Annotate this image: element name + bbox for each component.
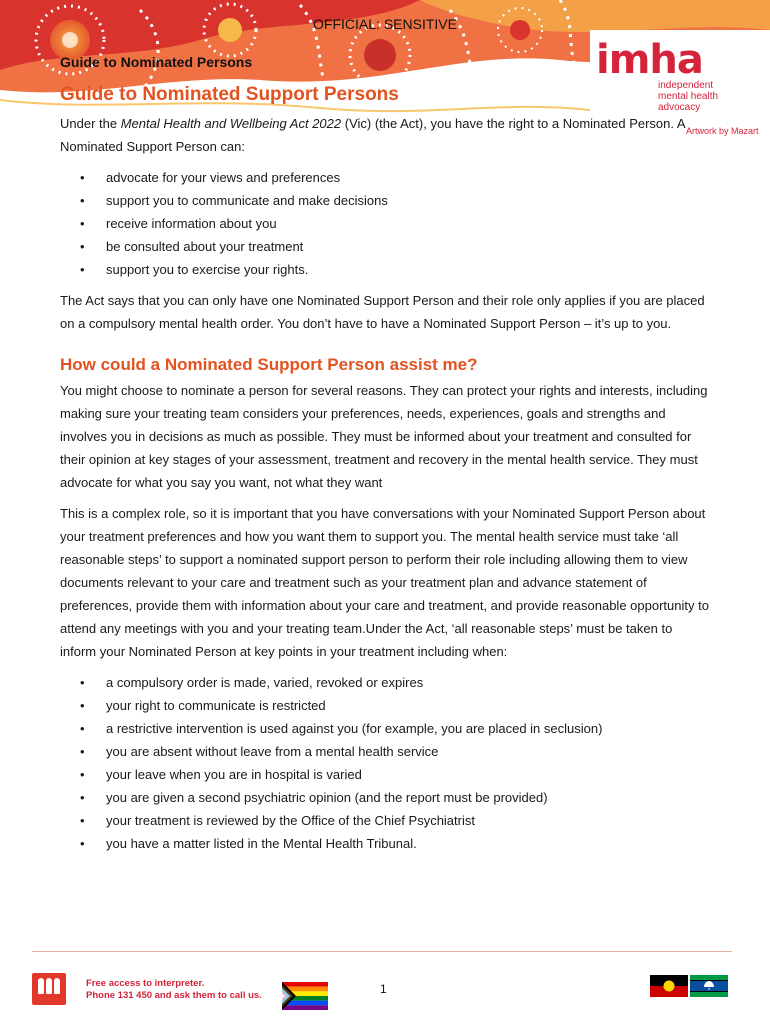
act-says-paragraph: The Act says that you can only have one Nominated Support Person and their role only applies if you are placed on a compulsory mental health order. You don’t have to have a Nominated Support Person – it’s up to you. xyxy=(60,293,705,331)
interpreter-icon xyxy=(32,973,66,1005)
list-item: • be consulted about your treatment xyxy=(106,235,712,258)
list-item: • a compulsory order is made, varied, revoked or expires xyxy=(106,671,712,694)
document-label: Guide to Nominated Persons xyxy=(60,54,253,70)
intro-paragraph: Under the Mental Health and Wellbeing Act 2022 (Vic) (the Act), you have the right to a Nominated Person. A Nominated Support Person can: xyxy=(60,116,685,154)
list-item: • your treatment is reviewed by the Office of the Chief Psychiatrist xyxy=(106,809,712,832)
security-classification: OFFICIAL: SENSITIVE xyxy=(313,16,457,32)
aboriginal-flag-icon xyxy=(650,975,688,997)
reasons-paragraph: You might choose to nominate a person for several reasons. They can protect your rights and interests, including making sure your treating team considers your preferences, needs, experiences, goals and strengths and involves you in decisions as much as possible. They must be informed about your treatment and consulted for their opinion at key stages of your assessment, treatment and recovery in the mental health service. They must advocate for what you say you want, not what they want xyxy=(60,383,708,490)
document-title: Guide to Nominated Support Persons xyxy=(60,84,399,105)
complex-role-paragraph: This is a complex role, so it is important that you have conversations with your Nominated Support Person about your treatment preferences and how you want them to support you. The mental health service must take ‘all reasonable steps’ to support a nominated support person to perform their role including allowing them to view documents relevant to your care and treatment such as your treatment plan and advance statement of preferences, provide them with information about your care and treatment, and provide reasonable opportunity to attend any meetings with you and your treating team.Under the Act, ‘all reasonable steps’ must be taken to inform your Nominated Person at key points in your treatment including when: xyxy=(60,506,709,659)
act-name: Mental Health and Wellbeing Act 2022 xyxy=(120,116,342,131)
interpreter-notice: Free access to interpreter. Phone 131 450 and ask them to call us. xyxy=(86,978,262,1001)
list-item: • a restrictive intervention is used against you (for example, you are placed in seclusion) xyxy=(106,717,712,740)
list-item: • you are given a second psychiatric opinion (and the report must be provided) xyxy=(106,786,712,809)
list-item: • receive information about you xyxy=(106,212,712,235)
nominated-person-abilities-list xyxy=(60,166,712,281)
list-item: • advocate for your views and preferences xyxy=(106,166,712,189)
page-number: 1 xyxy=(380,982,387,996)
list-item: • your leave when you are in hospital is varied xyxy=(106,763,712,786)
list-item: • you have a matter listed in the Mental Health Tribunal. xyxy=(106,832,712,855)
list-item: • your right to communicate is restricted xyxy=(106,694,712,717)
logo-tagline: independent mental health advocacy xyxy=(658,80,719,113)
inform-when-list xyxy=(60,671,712,855)
logo-wordmark: imha xyxy=(596,37,703,83)
progress-pride-flag-icon xyxy=(282,982,328,1010)
section-heading: How could a Nominated Support Person assist me? xyxy=(60,355,478,374)
document-body xyxy=(60,112,712,863)
list-item: • support you to exercise your rights. xyxy=(106,258,712,281)
torres-strait-islander-flag-icon xyxy=(690,975,728,997)
footer-divider xyxy=(32,951,732,952)
list-item: • you are absent without leave from a mental health service xyxy=(106,740,712,763)
artwork-credit: Artwork by Mazart xyxy=(686,126,759,136)
list-item: • support you to communicate and make decisions xyxy=(106,189,712,212)
